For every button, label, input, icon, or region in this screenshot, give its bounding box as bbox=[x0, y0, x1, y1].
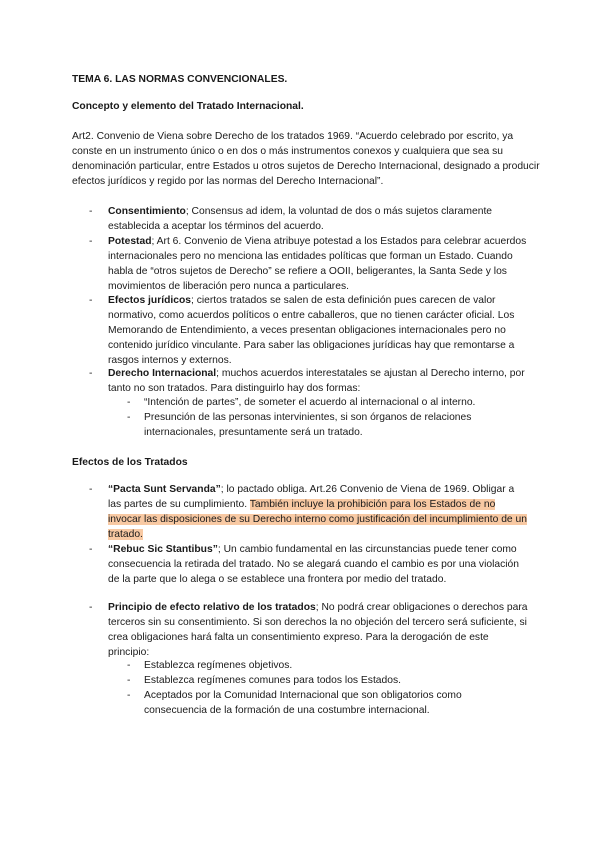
highlighted-text: También incluye la prohibición para los Estados de no invocar las disposiciones de su Derecho interno como justificación del incumplimiento de un tratado. bbox=[108, 499, 527, 540]
item-term: Potestad bbox=[108, 236, 152, 247]
bullet-dash: - bbox=[89, 544, 93, 555]
bullet-dash: - bbox=[127, 397, 131, 408]
list-item-potestad bbox=[89, 234, 529, 294]
sub-item-regimenes-objetivos bbox=[127, 658, 527, 673]
item-text: ; lo pactado obliga. Art.26 Convenio de Viena de 1969. Obligar a las partes de su cumplimiento. bbox=[108, 484, 515, 510]
sub-item-presuncion bbox=[127, 410, 527, 440]
bullet-dash: - bbox=[127, 412, 131, 423]
document-title: TEMA 6. LAS NORMAS CONVENCIONALES. bbox=[72, 74, 288, 85]
sub-item-text: Presunción de las personas intervinientes, si son órganos de relaciones internacionales, presuntamente será un tratado. bbox=[144, 412, 472, 438]
item-term: Consentimiento bbox=[108, 206, 186, 217]
item-text: ; muchos acuerdos interestatales se ajustan al Derecho interno, por tanto no son tratados. Para distinguirlo hay dos formas: bbox=[108, 368, 525, 394]
list-item-pacta-sunt-servanda bbox=[89, 482, 529, 542]
item-term: Derecho Internacional bbox=[108, 368, 217, 379]
list-item-efecto-relativo bbox=[89, 600, 529, 660]
list-item-efectos-juridicos bbox=[89, 293, 529, 368]
bullet-dash: - bbox=[127, 675, 131, 686]
list-item-derecho-internacional bbox=[89, 366, 529, 396]
sub-item-regimenes-comunes bbox=[127, 673, 527, 688]
bullet-dash: - bbox=[127, 690, 131, 701]
bullet-dash: - bbox=[89, 295, 93, 306]
item-term: Principio de efecto relativo de los tratados bbox=[108, 602, 316, 613]
item-text: ; ciertos tratados se salen de esta definición pues carecen de valor normativo, como acuerdos políticos o entre caballeros, que no tienen carácter oficial. Los Memorando de Entendimiento, a veces presentan obligaciones internacionales pero no contenido jurídico vinculante. Para saber las obligaciones jurídicas hay que remontarse a rasgos internos y externos. bbox=[108, 295, 515, 366]
sub-item-comunidad-internacional bbox=[127, 688, 527, 718]
sub-item-intencion bbox=[127, 395, 527, 410]
sub-item-text: Establezca regímenes comunes para todos los Estados. bbox=[144, 675, 401, 686]
sub-item-text: “Intención de partes”, de someter el acuerdo al internacional o al interno. bbox=[144, 397, 476, 408]
item-text: ; Un cambio fundamental en las circunstancias puede tener como consecuencia la retirada del tratado. No se alegará cuando el cambio es por una violación de la parte que lo alega o se establece una frontera por medio del tratado. bbox=[108, 544, 519, 585]
section-heading-concepto: Concepto y elemento del Tratado Internacional. bbox=[72, 101, 304, 112]
sub-item-text: Aceptados por la Comunidad Internacional que son obligatorios como consecuencia de la formación de una costumbre internacional. bbox=[144, 690, 462, 716]
intro-text: Art2. Convenio de Viena sobre Derecho de los tratados 1969. “Acuerdo celebrado por escrito, ya conste en un instrumento único o en dos o más instrumentos conexos y cualquiera que sea su denominación particular, entre Estados u otros sujetos de Derecho Internacional, designado a producir efectos jurídicos y regido por las normas del Derecho Internacional”. bbox=[72, 131, 540, 187]
bullet-dash: - bbox=[89, 236, 93, 247]
item-term: Efectos jurídicos bbox=[108, 295, 191, 306]
sub-item-text: Establezca regímenes objetivos. bbox=[144, 660, 293, 671]
section-heading-efectos: Efectos de los Tratados bbox=[72, 457, 188, 468]
bullet-dash: - bbox=[89, 484, 93, 495]
item-text: ; Art 6. Convenio de Viena atribuye potestad a los Estados para celebrar acuerdos internacionales pero no menciona las entidades políticas que forman un Estado. Cuando habla de “otros sujetos de Derecho” se refiere a OOII, beligerantes, la Santa Sede y los movimientos de liberación pero nunca a particulares. bbox=[108, 236, 527, 292]
item-term: “Pacta Sunt Servanda” bbox=[108, 484, 221, 495]
bullet-dash: - bbox=[127, 660, 131, 671]
list-item-rebuc-sic-stantibus bbox=[89, 542, 529, 587]
bullet-dash: - bbox=[89, 368, 93, 379]
item-term: “Rebuc Sic Stantibus” bbox=[108, 544, 218, 555]
item-text: ; Consensus ad idem, la voluntad de dos o más sujetos claramente establecida a aceptar los términos del acuerdo. bbox=[108, 206, 493, 232]
list-item-consentimiento bbox=[89, 204, 529, 234]
bullet-dash: - bbox=[89, 602, 93, 613]
intro-paragraph bbox=[72, 129, 542, 189]
item-text: ; No podrá crear obligaciones o derechos para terceros sin su consentimiento. Si son derechos la no objeción del tercero será suficiente, si crea obligaciones hará falta un consentimiento expreso. Para la derogación de este principio: bbox=[108, 602, 528, 658]
bullet-dash: - bbox=[89, 206, 93, 217]
